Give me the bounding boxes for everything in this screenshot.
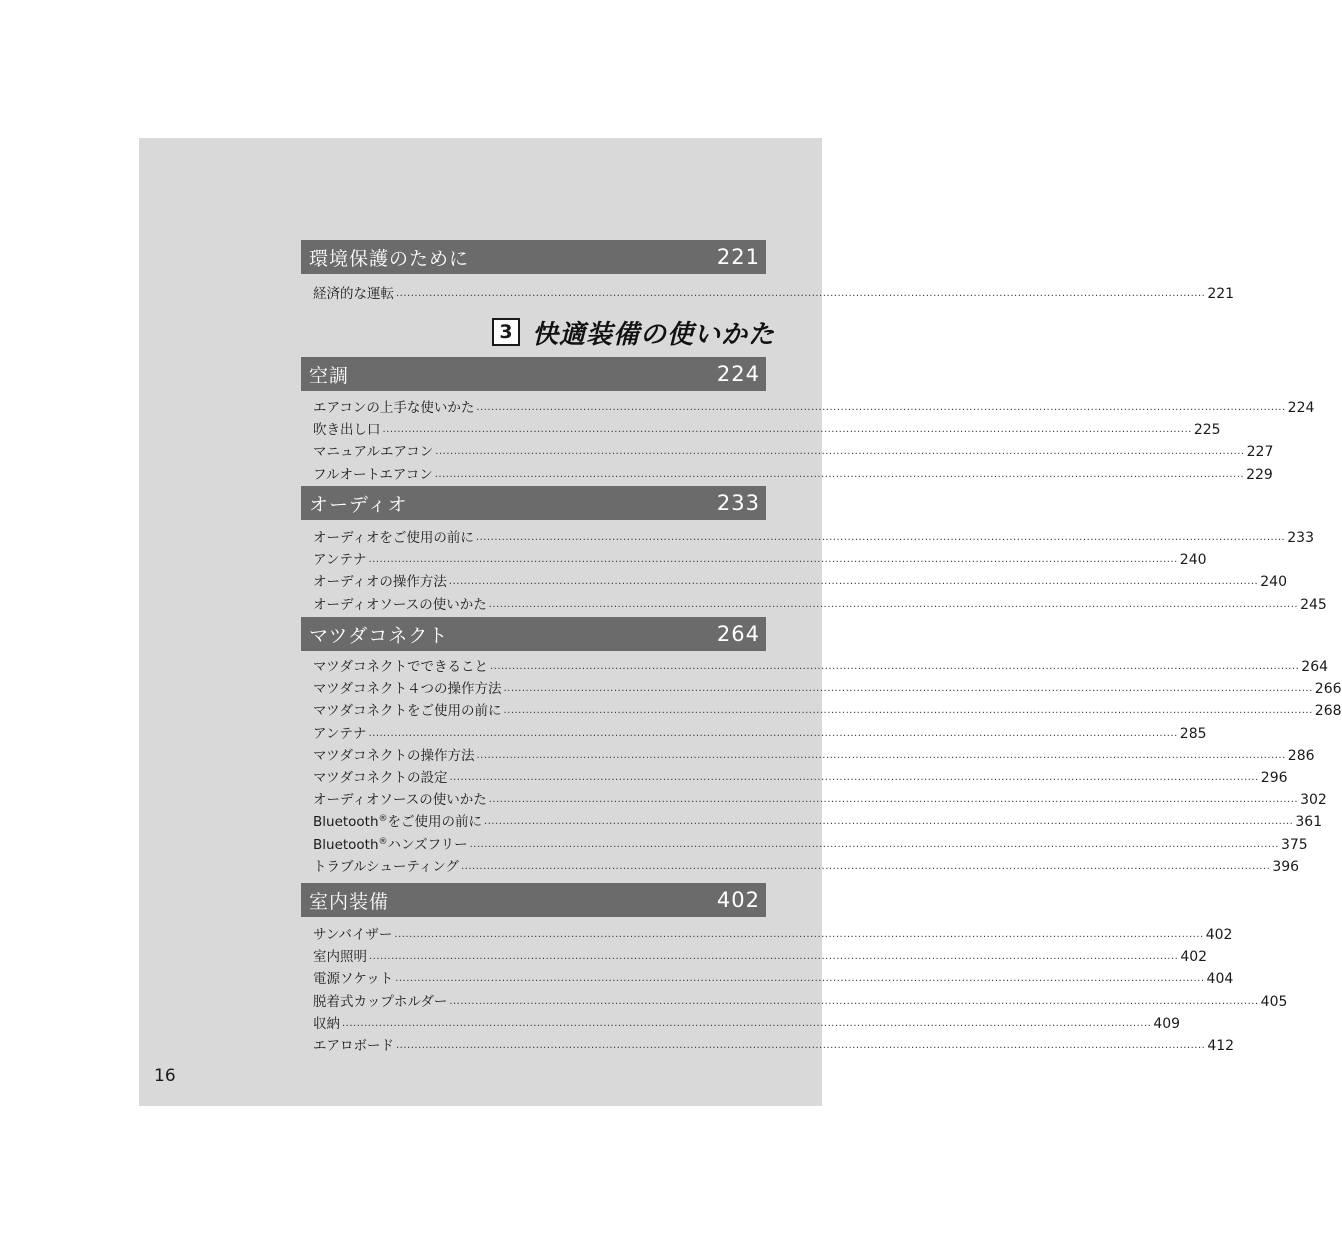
toc-entry-label — [313, 766, 447, 786]
toc-entry[interactable] — [313, 965, 1234, 988]
toc-entry-label-text: トラブルシューティング — [313, 858, 460, 875]
toc-entry-page: 409 — [1153, 1015, 1181, 1032]
page-number: 16 — [154, 1066, 176, 1086]
leader-dots: ............................................................................................................................................................................................................................ — [369, 951, 1179, 963]
toc-entry[interactable] — [313, 591, 1327, 613]
toc-entry-page: 285 — [1179, 725, 1207, 742]
toc-entry-label-text: マツダコネクトでできること — [313, 659, 488, 675]
toc-entry-page: 233 — [1287, 530, 1314, 546]
leader-dots: ............................................................................................................................................................................................................................ — [396, 288, 1206, 299]
leader-dots: ............................................................................................................................................................................................................................ — [368, 727, 1178, 739]
toc-entry-label — [313, 788, 487, 808]
toc-entry-label — [313, 744, 474, 764]
registered-mark: ® — [378, 836, 388, 847]
leader-dots: ............................................................................................................................................................................................................................ — [434, 468, 1245, 480]
chapter-number-box: 3 — [492, 318, 520, 346]
leader-dots: ............................................................................................................................................................................................................................ — [448, 576, 1259, 588]
section-title: マツダコネクト — [309, 624, 449, 647]
toc-entry-page: 412 — [1207, 1038, 1235, 1054]
toc-entry-label — [313, 833, 468, 853]
toc-entry-label-text: サンバイザー — [313, 927, 393, 943]
toc-entry-page: 402 — [1180, 949, 1208, 966]
toc-entry-label-text: オーディオの操作方法 — [313, 574, 447, 591]
toc-entry-label-text: 吹き出し口 — [313, 422, 381, 439]
toc-entry-label — [313, 418, 381, 438]
toc-entry-label — [313, 810, 482, 830]
toc-entry-page: 221 — [1207, 286, 1235, 302]
leader-dots: ............................................................................................................................................................................................................................ — [488, 598, 1299, 610]
leader-dots: ............................................................................................................................................................................................................................ — [503, 705, 1313, 717]
toc-entry-label — [313, 570, 447, 590]
toc-entry[interactable] — [313, 720, 1207, 742]
toc-entry-label-text: Bluetooth — [313, 814, 379, 831]
toc-entry[interactable] — [313, 1032, 1235, 1054]
toc-entry[interactable] — [313, 1010, 1181, 1032]
toc-entry-label — [313, 655, 488, 675]
leader-dots: ............................................................................................................................................................................................................................ — [382, 424, 1192, 436]
section-page: 402 — [716, 888, 760, 912]
toc-entry-label-text: マニュアルエアコン — [313, 444, 434, 461]
toc-entry-page: 240 — [1260, 574, 1287, 591]
section-header[interactable] — [301, 883, 766, 917]
toc-entry-page: 302 — [1300, 792, 1327, 809]
leader-dots: ............................................................................................................................................................................................................................ — [435, 446, 1245, 458]
toc-entry-label — [313, 1034, 394, 1054]
leader-dots: ............................................................................................................................................................................................................................ — [484, 816, 1294, 828]
toc-entry-label-text: オーディオソースの使いかた — [313, 596, 487, 613]
leader-dots: ............................................................................................................................................................................................................................ — [503, 683, 1313, 695]
toc-entry-label — [313, 677, 501, 697]
toc-entry[interactable] — [313, 280, 1235, 302]
toc-entry-label-text: マツダコネクト４つの操作方法 — [313, 681, 502, 698]
toc-entry-page: 268 — [1314, 703, 1342, 720]
toc-entry-page: 361 — [1295, 814, 1323, 831]
toc-entry-label — [313, 440, 433, 460]
toc-entry-label-text: エアコンの上手な使いかた — [313, 400, 475, 416]
section-title: オーディオ — [309, 493, 408, 516]
toc-entry[interactable] — [313, 653, 1329, 675]
leader-dots: ............................................................................................................................................................................................................................ — [475, 532, 1286, 543]
toc-entry-label — [313, 282, 394, 302]
leader-dots: ............................................................................................................................................................................................................................ — [489, 661, 1300, 672]
toc-entry-page: 375 — [1280, 836, 1308, 853]
toc-entry[interactable] — [313, 742, 1315, 764]
toc-entry-page: 245 — [1300, 596, 1327, 613]
toc-entry[interactable] — [313, 416, 1221, 439]
toc-entry[interactable] — [313, 943, 1208, 966]
leader-dots: ............................................................................................................................................................................................................................ — [394, 929, 1204, 940]
toc-entry-label — [313, 945, 367, 965]
toc-entry-page: 402 — [1205, 927, 1233, 943]
toc-entry-label-text: フルオートエアコン — [313, 466, 433, 483]
toc-entry-label-text: 経済的な運転 — [313, 286, 394, 302]
toc-entry-page: 227 — [1246, 444, 1274, 461]
toc-entry-label — [313, 463, 433, 483]
section-header[interactable] — [301, 617, 766, 651]
toc-entry-label — [313, 990, 447, 1010]
toc-entry-page: 225 — [1193, 422, 1221, 439]
toc-entry-page: 240 — [1179, 552, 1207, 569]
toc-entry-page: 229 — [1246, 466, 1273, 483]
toc-entry-label — [313, 722, 366, 742]
toc-entry[interactable] — [313, 524, 1314, 546]
toc-entry-label-text: オーディオソースの使いかた — [313, 792, 487, 809]
chapter-title: 快適装備の使いかた — [532, 319, 776, 350]
leader-dots: ............................................................................................................................................................................................................................ — [476, 749, 1286, 761]
toc-entry-label — [313, 923, 392, 943]
toc-entry-page: 296 — [1260, 770, 1288, 786]
toc-entry[interactable] — [313, 764, 1288, 786]
leader-dots: ............................................................................................................................................................................................................................ — [476, 402, 1286, 413]
section-page: 224 — [716, 362, 760, 386]
toc-entry-label — [313, 1012, 340, 1032]
chapter-heading — [492, 314, 775, 350]
toc-entry[interactable] — [313, 568, 1287, 591]
leader-dots: ............................................................................................................................................................................................................................ — [342, 1017, 1152, 1029]
toc-entry-page: 264 — [1301, 659, 1329, 675]
toc-entry-page: 396 — [1272, 858, 1300, 875]
toc-entry-label — [313, 855, 459, 875]
leader-dots: ............................................................................................................................................................................................................................ — [469, 838, 1279, 850]
section-header[interactable] — [301, 357, 766, 391]
toc-entry-label-text: エアロボード — [313, 1038, 394, 1054]
toc-entry[interactable] — [313, 988, 1288, 1010]
toc-entry-page: 266 — [1314, 681, 1342, 698]
leader-dots: ............................................................................................................................................................................................................................ — [488, 794, 1299, 806]
toc-entry-page: 404 — [1206, 971, 1234, 988]
toc-entry[interactable] — [313, 921, 1233, 943]
section-title: 室内装備 — [309, 890, 390, 913]
leader-dots: ............................................................................................................................................................................................................................ — [396, 1040, 1206, 1051]
section-header[interactable] — [301, 240, 766, 274]
toc-entry-label-text: マツダコネクトをご使用の前に — [313, 703, 502, 720]
leader-dots: ............................................................................................................................................................................................................................ — [461, 860, 1271, 872]
section-title: 空調 — [309, 364, 350, 387]
toc-entry-label — [313, 396, 474, 416]
toc-entry[interactable] — [313, 786, 1327, 809]
toc-entry-label — [313, 526, 474, 546]
toc-entry-page: 224 — [1287, 400, 1315, 416]
toc-entry-label-text: 脱着式カップホルダー — [313, 993, 448, 1010]
toc-entry-label — [313, 699, 501, 719]
toc-entry[interactable] — [313, 546, 1207, 569]
section-page: 221 — [716, 245, 760, 269]
leader-dots: ............................................................................................................................................................................................................................ — [368, 554, 1178, 566]
toc-entry[interactable] — [313, 808, 1323, 831]
toc-entry-label — [313, 548, 366, 568]
toc-entry[interactable] — [313, 831, 1308, 853]
toc-entry-label-text: オーディオをご使用の前に — [313, 530, 474, 546]
section-page: 233 — [716, 491, 760, 515]
leader-dots: ............................................................................................................................................................................................................................ — [449, 995, 1259, 1007]
section-header[interactable] — [301, 486, 766, 520]
toc-entry[interactable] — [313, 438, 1274, 461]
toc-entry-label-text: 収納 — [313, 1015, 340, 1032]
section-page: 264 — [716, 622, 760, 646]
toc-entry-label-text: 電源ソケット — [313, 971, 394, 988]
toc-entry[interactable] — [313, 461, 1273, 483]
toc-entry[interactable] — [313, 394, 1315, 416]
toc-entry-page: 405 — [1260, 993, 1288, 1010]
toc-entry-label-text: マツダコネクトの設定 — [313, 770, 448, 786]
toc-entry-label-text: Bluetooth — [313, 836, 379, 853]
toc-entry-label-text: アンテナ — [313, 725, 367, 742]
toc-entry-label-rest: ハンズフリー — [387, 836, 468, 853]
leader-dots: ............................................................................................................................................................................................................................ — [395, 973, 1205, 985]
toc-entry[interactable] — [313, 675, 1342, 698]
toc-entry-label — [313, 967, 393, 987]
toc-entry-label-text: 室内照明 — [313, 949, 367, 966]
toc-entry-label-text: アンテナ — [313, 552, 367, 569]
toc-entry[interactable] — [313, 853, 1300, 875]
toc-entry-label — [313, 593, 487, 613]
leader-dots: ............................................................................................................................................................................................................................ — [449, 772, 1259, 783]
toc-entry-label-rest: をご使用の前に — [387, 814, 483, 831]
toc-entry[interactable] — [313, 697, 1342, 720]
registered-mark: ® — [378, 814, 388, 825]
toc-entry-label-text: マツダコネクトの操作方法 — [313, 747, 475, 764]
toc-entry-page: 286 — [1287, 747, 1315, 764]
section-title: 環境保護のために — [309, 247, 470, 270]
